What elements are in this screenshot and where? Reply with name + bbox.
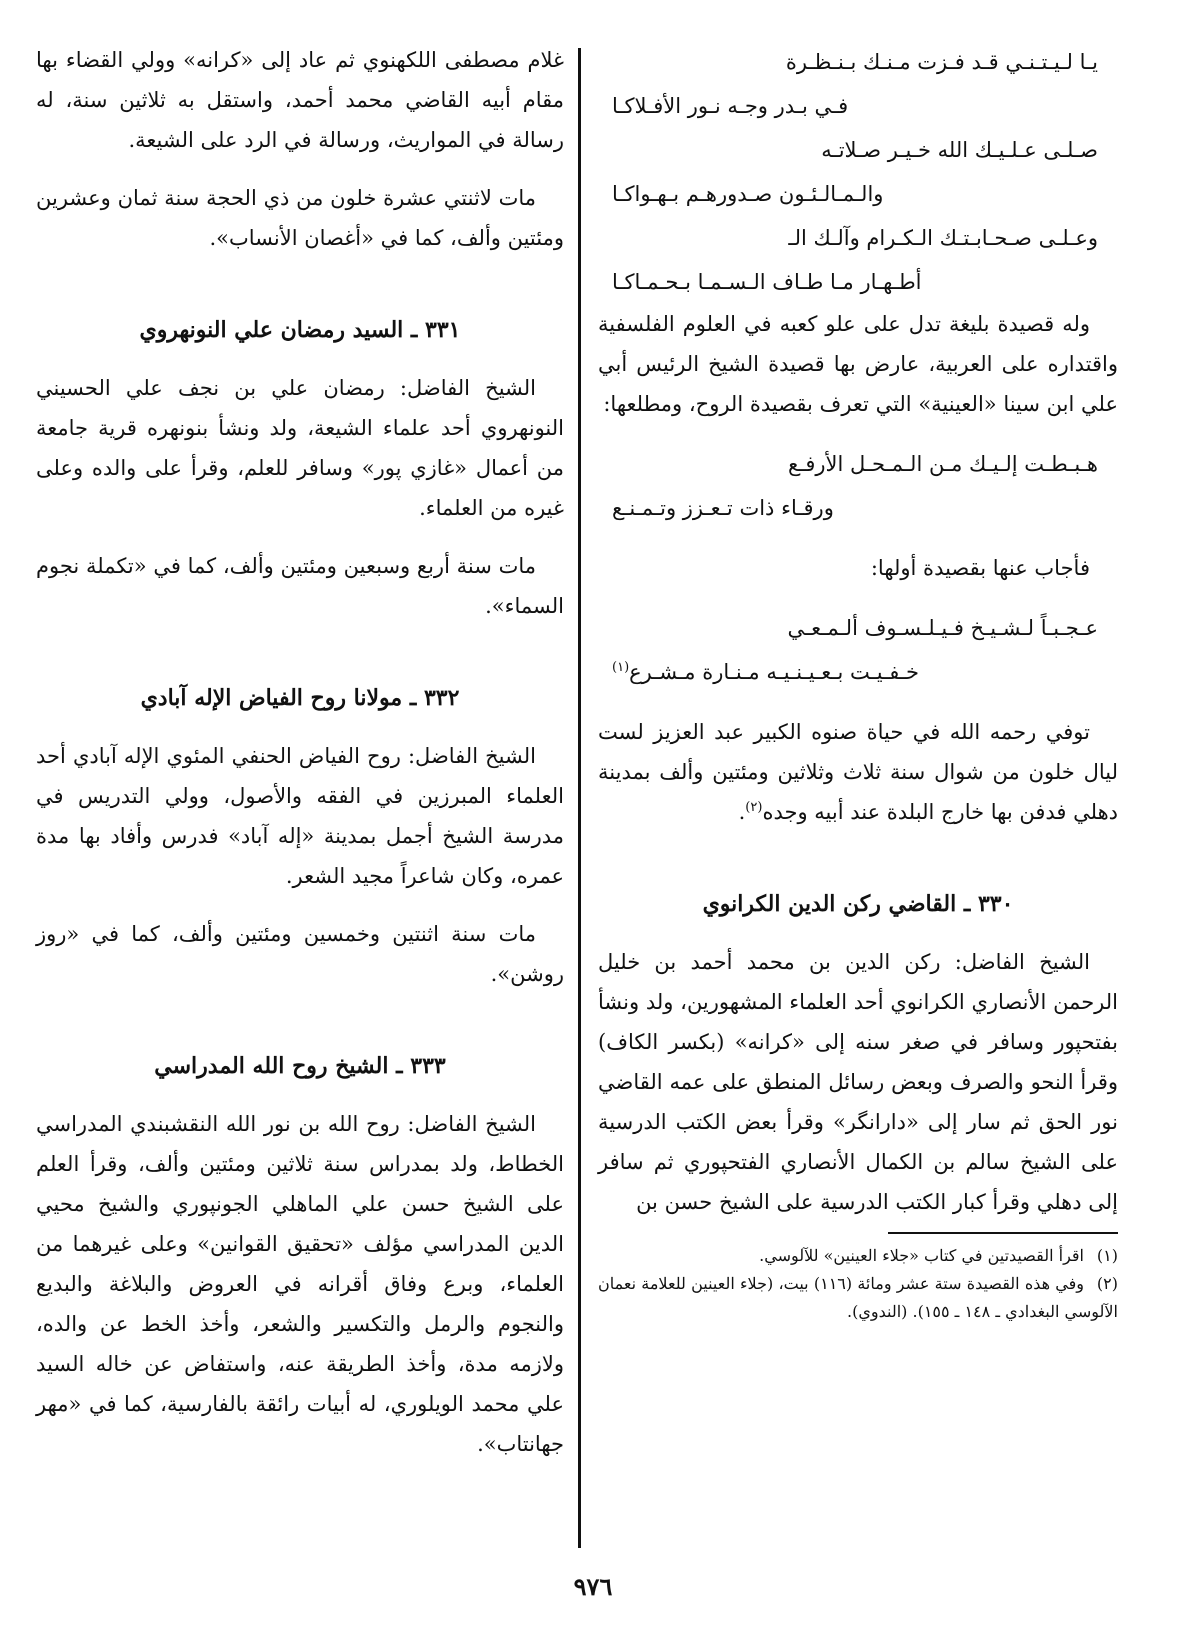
footnote-number: (١)	[1096, 1246, 1118, 1265]
body-paragraph: فأجاب عنها بقصيدة أولها:	[870, 556, 1090, 580]
verse-line: والـمـالـئـون صـدورهـم بـهـواكـا	[612, 182, 884, 206]
footnote-number: (٢)	[1096, 1274, 1118, 1293]
entry-heading: ٣٣١ ـ السيد رمضان علي النونهروي	[139, 317, 461, 343]
footnote	[598, 1270, 1118, 1326]
footnote-text: اقرأ القصيدتين في كتاب «جلاء العينين» للآلوسي.	[759, 1246, 1084, 1265]
death-text: توفي رحمه الله في حياة صنوه الكبير عبد العزيز لست ليال خلون من شوال سنة ثلاث وثلاثين ومئتين وألف بمدينة دهلي فدفن بها خارج البلدة عند أبيه وجده	[598, 720, 1118, 824]
body-paragraph: الشيخ الفاضل: روح الفياض الحنفي المئوي الإله آبادي أحد العلماء المبرزين في الفقه والأصول، وولي التدريس في مدرسة الشيخ أجمل بمدينة «إله آباد» فدرس وأفاد بها مدة عمره، وكان شاعراً مجيد الشعر.	[36, 744, 564, 888]
footnote	[598, 1242, 1118, 1270]
footnote-separator	[888, 1232, 1118, 1234]
verse-line: هـبـطـت إلـيـك مـن الـمـحـل الأرفـع	[788, 452, 1098, 476]
verse-line: عـجـبـاً لـشـيـخ فـيـلـسـوف ألـمـعـي	[787, 616, 1098, 640]
right-column	[598, 40, 1118, 1326]
verse-line: ورقـاء ذات تـعـزز وتـمـنـع	[612, 496, 834, 520]
entry-heading: ٣٣٢ ـ مولانا روح الفياض الإله آبادي	[140, 685, 460, 711]
body-paragraph: وله قصيدة بليغة تدل على علو كعبه في العلوم الفلسفية واقتداره على العربية، عارض بها قصيدة الشيخ الرئيس أبي علي ابن سينا «العينية» التي تعرف بقصيدة الروح، ومطلعها:	[598, 312, 1118, 416]
body-paragraph: مات سنة اثنتين وخمسين ومئتين وألف، كما في «روز روشن».	[36, 922, 564, 986]
entry-heading: ٣٣٠ ـ القاضي ركن الدين الكرانوي	[702, 891, 1014, 917]
verse-line: يـا لـيـتـنـي قـد فـزت مـنـك بـنـظـرة	[785, 50, 1098, 74]
verse-line: وعـلـى صـحـابـتـك الـكـرام وآلـك الـ	[788, 226, 1098, 250]
page-number: ٩٧٦	[573, 1572, 613, 1601]
verse-text: خـفـيـت بـعـيـنـيـه مـنـارة مـشـرع	[629, 660, 920, 684]
footnote-marker: (٢)	[745, 800, 763, 815]
body-paragraph: غلام مصطفى اللكهنوي ثم عاد إلى «كرانه» وولي القضاء بها مقام أبيه القاضي محمد أحمد، واستقل به ثلاثين سنة، له رسالة في المواريث، ورسالة في الرد على الشيعة.	[36, 48, 564, 152]
footnote-marker: (١)	[612, 660, 630, 675]
entry-heading: ٣٣٣ ـ الشيخ روح الله المدراسي	[154, 1053, 446, 1079]
body-paragraph: الشيخ الفاضل: رمضان علي بن نجف علي الحسيني النونهروي أحد علماء الشيعة، ولد ونشأ بنونهره قرية جامعة من أعمال «غازي پور» وسافر للعلم، وقرأ على والده وعلى غيره من العلماء.	[36, 376, 564, 520]
body-paragraph: الشيخ الفاضل: ركن الدين بن محمد أحمد بن خليل الرحمن الأنصاري الكرانوي أحد العلماء المشهورين، ولد ونشأ بفتحپور وسافر في صغر سنه إلى «كرانه» (بكسر الكاف) وقرأ النحو والصرف وبعض رسائل المنطق على عمه القاضي نور الحق ثم سار إلى «دارانگر» وقرأ بعض الكتب الدرسية على الشيخ سالم بن الكمال الأنصاري الفتحپوري ثم سافر إلى دهلي وقرأ كبار الكتب الدرسية على الشيخ حسن بن	[598, 950, 1118, 1214]
column-divider	[578, 48, 581, 1548]
footnote-text: وفي هذه القصيدة ستة عشر ومائة (١١٦) بيت، (جلاء العينين للعلامة نعمان الآلوسي البغدادي ـ ١٤٨ ـ ١٥٥). (الندوي).	[598, 1274, 1118, 1321]
body-paragraph: مات سنة أربع وسبعين ومئتين وألف، كما في «تكملة نجوم السماء».	[36, 554, 564, 618]
verse-line: أطـهـار مـا طـاف الـسـمـا بـحـمـاكـا	[612, 270, 922, 294]
verse-line	[598, 650, 1118, 694]
body-paragraph: مات لاثنتي عشرة خلون من ذي الحجة سنة ثمان وعشرين ومئتين وألف، كما في «أغصان الأنساب».	[36, 186, 564, 250]
body-paragraph: الشيخ الفاضل: روح الله بن نور الله النقشبندي المدراسي الخطاط، ولد بمدراس سنة ثلاثين ومئتين وألف، وقرأ العلم على الشيخ حسن علي الماهلي الجونپوري والشيخ محيي الدين المدراسي مؤلف «تحقيق القوانين» وعلى غيرهما من العلماء، وبرع وفاق أقرانه في العروض والبلاغة والبديع والنجوم والرمل والتكسير والشعر، وأخذ الخط عن والده، ولازمه مدة، وأخذ الطريقة عنه، واستفاض عن خاله السيد علي محمد الويلوري، له أبيات رائقة بالفارسية، كما في «مهر جهانتاب».	[36, 1112, 564, 1456]
verse-line: صـلـى عـلـيـك الله خـيـر صـلاتـه	[821, 138, 1098, 162]
body-paragraph: توفي رحمه الله في حياة صنوه الكبير عبد العزيز لست ليال خلون من شوال سنة ثلاث وثلاثين ومئتين وألف بمدينة دهلي فدفن بها خارج البلدة عند أبيه وجده$^{(٢)}$.	[598, 720, 1118, 824]
left-column	[36, 40, 564, 1464]
verse-line: فـي بـدر وجـه نـور الأفـلاكـا	[612, 94, 849, 118]
